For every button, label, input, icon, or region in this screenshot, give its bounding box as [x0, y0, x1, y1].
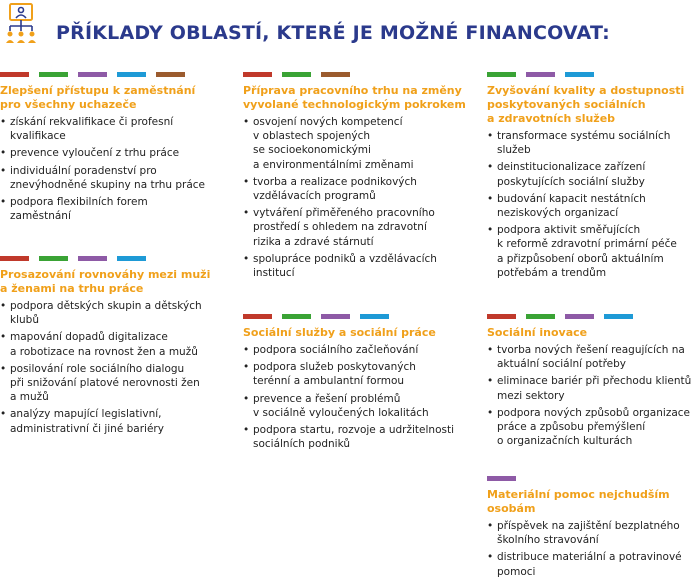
color-bar	[360, 314, 389, 319]
list-item-line: mezi sektory	[497, 389, 565, 402]
list-item	[0, 115, 235, 143]
list-item	[487, 343, 699, 371]
bullet-list	[0, 115, 235, 223]
list-item-line: o organizačních kulturách	[497, 435, 633, 448]
list-item	[243, 175, 468, 203]
section-title-line: Zlepšení přístupu k zaměstnání	[0, 84, 196, 97]
color-bar	[565, 314, 594, 319]
list-item-line: tvorba nových řešení reagujících na	[497, 344, 685, 356]
section-labor-market-prep	[243, 72, 468, 283]
color-bars	[487, 314, 699, 319]
presentation-board-icon	[4, 2, 38, 44]
list-item-line: v oblastech spojených	[253, 130, 371, 143]
bullet-list	[487, 129, 699, 280]
list-item	[0, 164, 235, 192]
list-item-line: a robotizace na rovnost žen a mužů	[10, 345, 198, 358]
section-title-line: vyvolané technologickým pokrokem	[243, 98, 466, 111]
page-title: PŘÍKLADY OBLASTÍ, KTERÉ JE MOŽNÉ FINANCOVAT:	[56, 22, 610, 44]
color-bars	[243, 314, 468, 319]
color-bars	[487, 72, 699, 77]
color-bar	[487, 314, 516, 319]
list-item	[487, 192, 699, 220]
list-item-line: služeb	[497, 144, 531, 157]
list-item-line: mapování dopadů digitalizace	[10, 331, 168, 344]
list-item-line: znevýhodněné skupiny na trhu práce	[10, 178, 206, 191]
list-item-line: prostředí s ohledem na zdravotní	[253, 221, 427, 234]
list-item-line: zaměstnání	[10, 210, 71, 223]
list-item-line: podpora sociálního začleňování	[253, 344, 419, 356]
section-title-line: Zvyšování kvality a dostupnosti	[487, 84, 685, 97]
section-title-line: Sociální služby a sociální práce	[243, 326, 436, 339]
color-bar	[321, 314, 350, 319]
bullet-list	[243, 343, 468, 451]
list-item	[243, 115, 468, 172]
bullet-list	[487, 343, 699, 448]
list-item-line: podpora služeb poskytovaných	[253, 361, 416, 374]
list-item-line: kvalifikace	[10, 130, 66, 143]
section-title-line: Prosazování rovnováhy mezi muži	[0, 268, 211, 281]
color-bar	[0, 72, 29, 77]
list-item-line: potřebám a trendům	[497, 266, 607, 279]
list-item	[0, 362, 235, 405]
list-item-line: pomoci	[497, 565, 536, 578]
bullet-list	[487, 519, 699, 579]
color-bar	[117, 256, 146, 261]
list-item	[243, 252, 468, 280]
color-bar	[604, 314, 633, 319]
section-title-line: a zdravotních služeb	[487, 112, 616, 125]
list-item-line: podpora startu, rozvoje a udržitelnosti	[253, 424, 455, 437]
list-item-line: poskytujících sociální služby	[497, 175, 645, 188]
list-item-line: podpora dětských skupin a dětských	[10, 300, 202, 312]
list-item	[243, 206, 468, 249]
list-item	[487, 406, 699, 449]
list-item-line: a přizpůsobení oborů aktuálním	[497, 252, 664, 265]
list-item-line: prevence vyloučení z trhu práce	[10, 147, 180, 160]
list-item-line: školního stravování	[497, 534, 599, 547]
list-item-line: aktuální sociální potřeby	[497, 358, 627, 371]
list-item-line: a mužů	[10, 391, 49, 404]
list-item	[0, 407, 235, 435]
list-item-line: a environmentálními změnami	[253, 158, 414, 171]
section-title	[243, 84, 468, 112]
section-title-line: Sociální inovace	[487, 326, 588, 339]
list-item	[0, 195, 235, 223]
list-item	[0, 299, 235, 327]
list-item	[0, 146, 235, 160]
list-item-line: rizika a zdravé stárnutí	[253, 235, 374, 248]
section-material-aid	[487, 476, 699, 582]
list-item-line: spolupráce podniků a vzdělávacích	[253, 252, 437, 265]
list-item-line: získání rekvalifikace či profesní	[10, 116, 174, 128]
list-item-line: při snižování platové nerovnosti žen	[10, 377, 200, 390]
list-item	[487, 550, 699, 578]
list-item-line: práce a způsobu přemýšlení	[497, 421, 646, 434]
section-title-line: Příprava pracovního trhu na změny	[243, 84, 462, 97]
list-item	[487, 223, 699, 280]
list-item-line: individuální poradenství pro	[10, 164, 157, 177]
bullet-list	[243, 115, 468, 280]
color-bar	[39, 256, 68, 261]
list-item-line: analýzy mapující legislativní,	[10, 408, 162, 421]
color-bar	[78, 256, 107, 261]
color-bar	[156, 72, 185, 77]
list-item-line: terénní a ambulantní formou	[253, 375, 405, 388]
color-bars	[0, 256, 235, 261]
list-item-line: osvojení nových kompetencí	[253, 116, 403, 128]
list-item-line: transformace systému sociálních	[497, 130, 671, 142]
color-bar	[0, 256, 29, 261]
list-item-line: v sociálně vyloučených lokalitách	[253, 406, 429, 419]
list-item-line: podpora nových způsobů organizace	[497, 406, 690, 419]
color-bar	[526, 314, 555, 319]
color-bar	[243, 314, 272, 319]
color-bar	[117, 72, 146, 77]
section-title	[487, 488, 699, 516]
section-title	[243, 326, 468, 340]
section-title-line: a ženami na trhu práce	[0, 282, 144, 295]
list-item-line: institucí	[253, 267, 295, 280]
color-bar	[39, 72, 68, 77]
list-item	[243, 343, 468, 357]
section-employment-access	[0, 72, 235, 226]
section-title-line: poskytovaných sociálních	[487, 98, 646, 111]
color-bar	[565, 72, 594, 77]
color-bars	[487, 476, 699, 481]
list-item	[487, 160, 699, 188]
list-item	[243, 423, 468, 451]
section-title	[0, 84, 235, 112]
section-title	[0, 268, 235, 296]
color-bar	[487, 72, 516, 77]
color-bar	[487, 476, 516, 481]
list-item-line: se socioekonomickými	[253, 144, 371, 157]
section-title	[487, 326, 699, 340]
section-title-line: Materiální pomoc nejchudším osobám	[487, 488, 670, 515]
list-item-line: distribuce materiální a potravinové	[497, 551, 682, 564]
section-social-health-services	[487, 72, 699, 283]
section-title-line: pro všechny uchazeče	[0, 98, 137, 111]
list-item-line: klubů	[10, 314, 39, 327]
list-item-line: neziskových organizací	[497, 207, 619, 220]
color-bar	[243, 72, 272, 77]
list-item-line: administrativní či jiné bariéry	[10, 422, 164, 435]
section-social-work	[243, 314, 468, 454]
list-item-line: deinstitucionalizace zařízení	[497, 161, 646, 174]
list-item	[0, 330, 235, 358]
list-item-line: eliminace bariér při přechodu klientů	[497, 375, 692, 388]
list-item-line: k reformě zdravotní primární péče	[497, 238, 677, 251]
list-item-line: posilování role sociálního dialogu	[10, 362, 185, 375]
list-item-line: prevence a řešení problémů	[253, 392, 401, 405]
list-item	[243, 360, 468, 388]
color-bars	[243, 72, 468, 77]
color-bars	[0, 72, 235, 77]
color-bar	[282, 72, 311, 77]
list-item-line: tvorba a realizace podnikových	[253, 175, 417, 188]
bullet-list	[0, 299, 235, 436]
list-item-line: vytváření přiměřeného pracovního	[253, 207, 435, 220]
color-bar	[321, 72, 350, 77]
list-item-line: vzdělávacích programů	[253, 190, 376, 203]
section-title	[487, 84, 699, 126]
list-item	[487, 374, 699, 402]
list-item-line: sociálních podniků	[253, 438, 351, 451]
color-bar	[526, 72, 555, 77]
list-item-line: podpora flexibilních forem	[10, 196, 148, 209]
section-gender-balance	[0, 256, 235, 439]
list-item-line: příspěvek na zajištění bezplatného	[497, 520, 680, 532]
section-social-innovation	[487, 314, 699, 451]
list-item-line: podpora aktivit směřujících	[497, 224, 641, 237]
list-item	[487, 129, 699, 157]
list-item	[243, 392, 468, 420]
color-bar	[78, 72, 107, 77]
color-bar	[282, 314, 311, 319]
list-item-line: budování kapacit nestátních	[497, 192, 646, 205]
list-item	[487, 519, 699, 547]
